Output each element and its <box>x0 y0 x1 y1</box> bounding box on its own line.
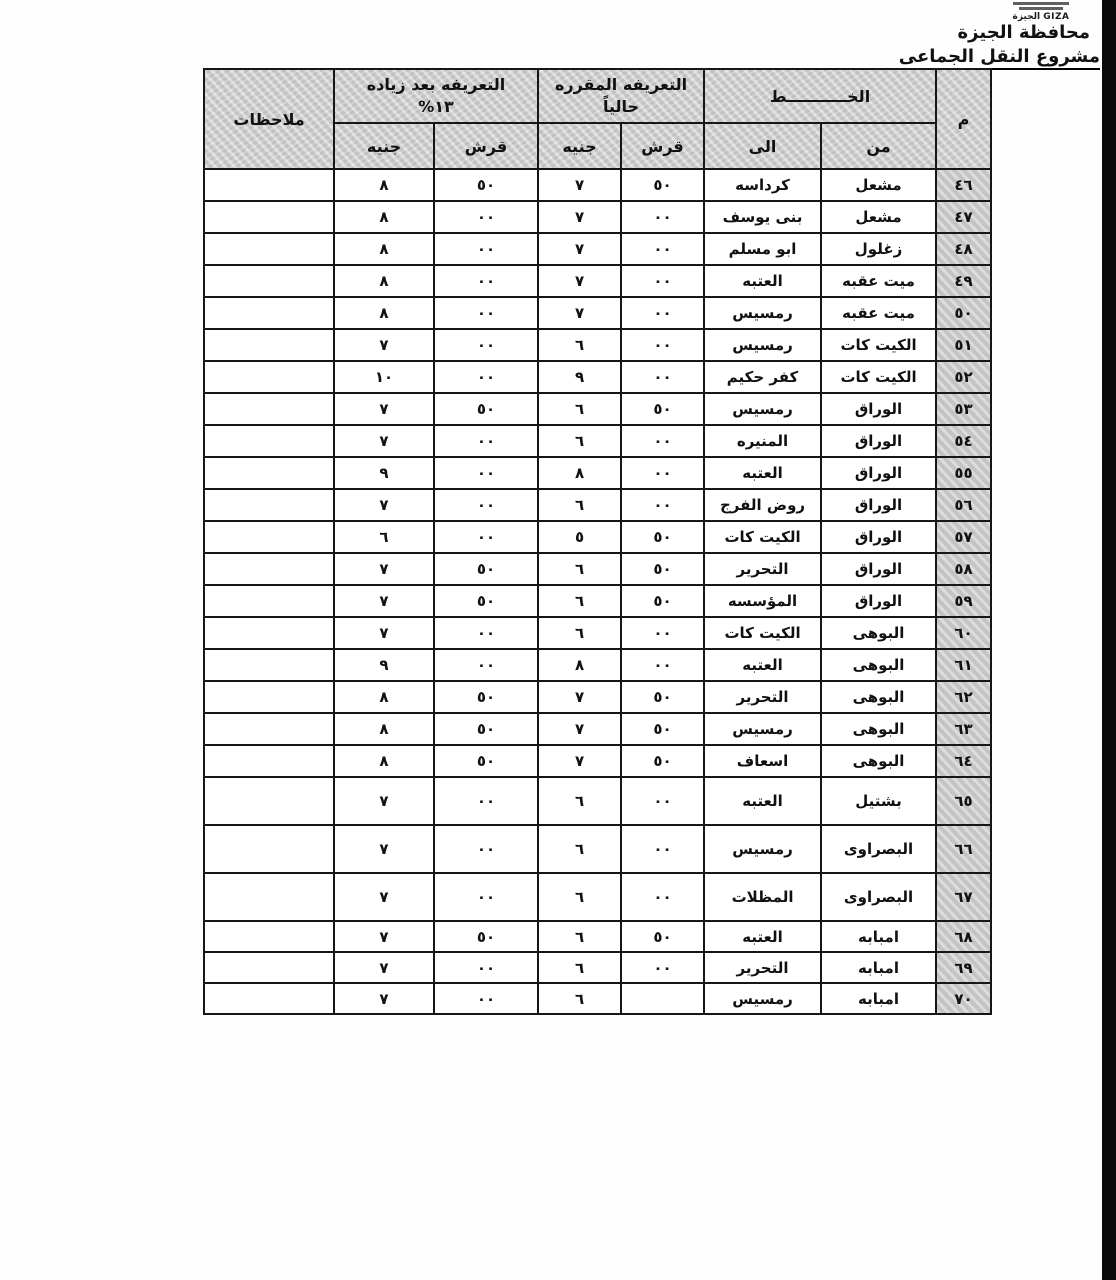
cell-from: ميت عقبه <box>821 265 936 297</box>
cell-from: البوهى <box>821 745 936 777</box>
cell-increase-qirsh: ٥٠ <box>434 393 538 425</box>
header-number: م <box>936 69 991 169</box>
stamp-mark <box>1019 7 1063 10</box>
cell-from: الوراق <box>821 489 936 521</box>
cell-notes <box>204 681 334 713</box>
cell-to: التحرير <box>704 952 821 983</box>
cell-current-genih: ٧ <box>538 297 621 329</box>
cell-to: رمسيس <box>704 393 821 425</box>
cell-current-genih: ٦ <box>538 983 621 1014</box>
cell-notes <box>204 777 334 825</box>
stamp-label: الجيزة GIZA <box>1012 12 1070 22</box>
cell-notes <box>204 297 334 329</box>
cell-from: البوهى <box>821 713 936 745</box>
cell-increase-qirsh: ٠٠ <box>434 201 538 233</box>
table-row <box>204 873 991 921</box>
cell-to: رمسيس <box>704 825 821 873</box>
cell-increase-genih: ٧ <box>334 983 434 1014</box>
cell-increase-qirsh: ٥٠ <box>434 169 538 201</box>
cell-line-number: ٦٣ <box>936 713 991 745</box>
cell-increase-qirsh: ٠٠ <box>434 983 538 1014</box>
cell-current-qirsh: ٥٠ <box>621 169 704 201</box>
cell-current-genih: ٧ <box>538 265 621 297</box>
cell-line-number: ٧٠ <box>936 983 991 1014</box>
cell-current-genih: ٦ <box>538 553 621 585</box>
cell-notes <box>204 952 334 983</box>
scanner-edge-strip <box>1102 0 1116 1280</box>
cell-increase-qirsh: ٠٠ <box>434 361 538 393</box>
cell-notes <box>204 617 334 649</box>
cell-current-genih: ٦ <box>538 489 621 521</box>
cell-increase-qirsh: ٥٠ <box>434 921 538 952</box>
cell-current-genih: ٧ <box>538 169 621 201</box>
cell-to: المظلات <box>704 873 821 921</box>
cell-current-genih: ٧ <box>538 233 621 265</box>
cell-notes <box>204 329 334 361</box>
cell-current-genih: ٦ <box>538 329 621 361</box>
cell-current-qirsh: ٠٠ <box>621 265 704 297</box>
cell-from: الوراق <box>821 425 936 457</box>
table-row <box>204 233 991 265</box>
cell-to: العتبه <box>704 649 821 681</box>
cell-increase-genih: ٧ <box>334 393 434 425</box>
cell-to: رمسيس <box>704 329 821 361</box>
cell-line-number: ٤٨ <box>936 233 991 265</box>
cell-to: العتبه <box>704 921 821 952</box>
cell-from: البوهى <box>821 681 936 713</box>
cell-increase-genih: ٨ <box>334 297 434 329</box>
cell-current-genih: ٦ <box>538 777 621 825</box>
cell-to: رمسيس <box>704 713 821 745</box>
cell-current-genih: ٥ <box>538 521 621 553</box>
cell-to: رمسيس <box>704 297 821 329</box>
cell-current-qirsh: ٥٠ <box>621 521 704 553</box>
header-line: الخـــــــــــط <box>704 69 936 123</box>
cell-to: رمسيس <box>704 983 821 1014</box>
cell-to: المنيره <box>704 425 821 457</box>
stamp-mark <box>1013 2 1069 5</box>
cell-line-number: ٤٦ <box>936 169 991 201</box>
cell-line-number: ٥٢ <box>936 361 991 393</box>
cell-increase-genih: ٩ <box>334 649 434 681</box>
cell-current-qirsh: ٠٠ <box>621 457 704 489</box>
cell-current-qirsh: ٠٠ <box>621 329 704 361</box>
cell-line-number: ٦٤ <box>936 745 991 777</box>
cell-increase-genih: ٧ <box>334 777 434 825</box>
cell-to: بنى يوسف <box>704 201 821 233</box>
cell-increase-genih: ٧ <box>334 952 434 983</box>
cell-from: الكيت كات <box>821 361 936 393</box>
cell-notes <box>204 489 334 521</box>
cell-increase-qirsh: ٥٠ <box>434 681 538 713</box>
cell-notes <box>204 457 334 489</box>
cell-current-qirsh: ٥٠ <box>621 393 704 425</box>
cell-from: مشعل <box>821 169 936 201</box>
cell-from: البصراوى <box>821 873 936 921</box>
cell-from: زغلول <box>821 233 936 265</box>
cell-current-qirsh: ٠٠ <box>621 873 704 921</box>
cell-line-number: ٦٩ <box>936 952 991 983</box>
table-row <box>204 681 991 713</box>
cell-increase-qirsh: ٠٠ <box>434 297 538 329</box>
cell-increase-genih: ١٠ <box>334 361 434 393</box>
table-row <box>204 201 991 233</box>
cell-to: الكيت كات <box>704 521 821 553</box>
table-row <box>204 713 991 745</box>
table-row <box>204 521 991 553</box>
cell-notes <box>204 265 334 297</box>
table-row <box>204 457 991 489</box>
cell-increase-genih: ٨ <box>334 745 434 777</box>
header-current-tariff-line1: التعريفه المقرره <box>554 75 688 95</box>
cell-increase-qirsh: ٥٠ <box>434 553 538 585</box>
cell-line-number: ٦٠ <box>936 617 991 649</box>
table-row <box>204 169 991 201</box>
table-row <box>204 921 991 952</box>
cell-increase-genih: ٧ <box>334 585 434 617</box>
cell-current-qirsh: ٠٠ <box>621 952 704 983</box>
cell-increase-qirsh: ٠٠ <box>434 425 538 457</box>
header-qirsh-increase: قرش <box>434 123 538 169</box>
cell-to: ابو مسلم <box>704 233 821 265</box>
cell-line-number: ٥٠ <box>936 297 991 329</box>
cell-notes <box>204 361 334 393</box>
cell-current-qirsh: ٠٠ <box>621 425 704 457</box>
cell-line-number: ٦٥ <box>936 777 991 825</box>
table-header <box>204 69 991 169</box>
cell-increase-genih: ٧ <box>334 425 434 457</box>
cell-notes <box>204 169 334 201</box>
cell-line-number: ٥٤ <box>936 425 991 457</box>
cell-line-number: ٥٥ <box>936 457 991 489</box>
cell-from: الوراق <box>821 521 936 553</box>
cell-increase-qirsh: ٠٠ <box>434 265 538 297</box>
cell-increase-genih: ٧ <box>334 553 434 585</box>
cell-increase-qirsh: ٠٠ <box>434 873 538 921</box>
cell-notes <box>204 983 334 1014</box>
cell-line-number: ٥٨ <box>936 553 991 585</box>
cell-line-number: ٦٧ <box>936 873 991 921</box>
cell-current-genih: ٧ <box>538 745 621 777</box>
cell-current-qirsh: ٥٠ <box>621 553 704 585</box>
cell-increase-qirsh: ٠٠ <box>434 825 538 873</box>
cell-current-qirsh: ٠٠ <box>621 297 704 329</box>
cell-from: مشعل <box>821 201 936 233</box>
cell-to: العتبه <box>704 265 821 297</box>
cell-increase-genih: ٨ <box>334 681 434 713</box>
cell-increase-genih: ٧ <box>334 489 434 521</box>
cell-increase-genih: ٧ <box>334 921 434 952</box>
cell-current-genih: ٨ <box>538 457 621 489</box>
cell-to: العتبه <box>704 777 821 825</box>
cell-increase-qirsh: ٠٠ <box>434 489 538 521</box>
table-row <box>204 983 991 1014</box>
cell-line-number: ٤٩ <box>936 265 991 297</box>
cell-current-qirsh: ٠٠ <box>621 361 704 393</box>
cell-increase-qirsh: ٠٠ <box>434 233 538 265</box>
cell-increase-genih: ٨ <box>334 169 434 201</box>
cell-current-qirsh: ٠٠ <box>621 617 704 649</box>
cell-current-genih: ٦ <box>538 585 621 617</box>
header-genih-increase: جنيه <box>334 123 434 169</box>
cell-current-qirsh: ٥٠ <box>621 921 704 952</box>
cell-notes <box>204 873 334 921</box>
cell-increase-qirsh: ٥٠ <box>434 585 538 617</box>
cell-current-genih: ٧ <box>538 681 621 713</box>
cell-current-genih: ٦ <box>538 921 621 952</box>
cell-increase-genih: ٦ <box>334 521 434 553</box>
cell-increase-qirsh: ٠٠ <box>434 952 538 983</box>
cell-from: الوراق <box>821 553 936 585</box>
cell-increase-qirsh: ٠٠ <box>434 329 538 361</box>
cell-notes <box>204 921 334 952</box>
cell-from: البصراوى <box>821 825 936 873</box>
cell-current-genih: ٨ <box>538 649 621 681</box>
cell-increase-genih: ٧ <box>334 825 434 873</box>
cell-line-number: ٥٦ <box>936 489 991 521</box>
cell-line-number: ٤٧ <box>936 201 991 233</box>
table-row <box>204 361 991 393</box>
cell-to: اسعاف <box>704 745 821 777</box>
table-row <box>204 617 991 649</box>
table-row <box>204 425 991 457</box>
cell-line-number: ٦٢ <box>936 681 991 713</box>
cell-from: الوراق <box>821 457 936 489</box>
cell-to: روض الفرج <box>704 489 821 521</box>
table-row <box>204 745 991 777</box>
cell-from: البوهى <box>821 617 936 649</box>
cell-increase-genih: ٩ <box>334 457 434 489</box>
cell-notes <box>204 553 334 585</box>
table-row <box>204 265 991 297</box>
cell-current-genih: ٦ <box>538 952 621 983</box>
cell-line-number: ٦١ <box>936 649 991 681</box>
cell-notes <box>204 745 334 777</box>
cell-current-qirsh: ٠٠ <box>621 825 704 873</box>
header-notes: ملاحظات <box>204 69 334 169</box>
cell-to: العتبه <box>704 457 821 489</box>
cell-increase-qirsh: ٠٠ <box>434 457 538 489</box>
cell-current-qirsh: ٥٠ <box>621 681 704 713</box>
project-title: مشروع النقل الجماعى <box>899 46 1100 70</box>
cell-current-qirsh: ٠٠ <box>621 777 704 825</box>
cell-line-number: ٦٨ <box>936 921 991 952</box>
cell-from: الوراق <box>821 393 936 425</box>
cell-current-qirsh: ٠٠ <box>621 233 704 265</box>
cell-current-genih: ٧ <box>538 201 621 233</box>
cell-current-genih: ٦ <box>538 617 621 649</box>
table-row <box>204 649 991 681</box>
cell-notes <box>204 521 334 553</box>
cell-line-number: ٦٦ <box>936 825 991 873</box>
cell-to: كرداسه <box>704 169 821 201</box>
cell-from: امبابه <box>821 952 936 983</box>
header-genih-current: جنيه <box>538 123 621 169</box>
cell-current-qirsh: ٠٠ <box>621 489 704 521</box>
header-to: الى <box>704 123 821 169</box>
cell-notes <box>204 585 334 617</box>
header-current-tariff <box>538 69 704 123</box>
cell-increase-genih: ٨ <box>334 233 434 265</box>
cell-current-genih: ٩ <box>538 361 621 393</box>
cell-notes <box>204 713 334 745</box>
cell-from: امبابه <box>821 983 936 1014</box>
cell-current-genih: ٧ <box>538 713 621 745</box>
cell-notes <box>204 201 334 233</box>
cell-increase-genih: ٨ <box>334 713 434 745</box>
cell-increase-qirsh: ٠٠ <box>434 649 538 681</box>
table-row <box>204 777 991 825</box>
table-body <box>204 169 991 1014</box>
table-row <box>204 585 991 617</box>
cell-current-qirsh: ٥٠ <box>621 713 704 745</box>
cell-current-qirsh: ٥٠ <box>621 745 704 777</box>
table-row <box>204 489 991 521</box>
cell-from: الوراق <box>821 585 936 617</box>
cell-from: ميت عقبه <box>821 297 936 329</box>
header-increased-tariff <box>334 69 538 123</box>
header-qirsh-current: قرش <box>621 123 704 169</box>
cell-from: امبابه <box>821 921 936 952</box>
table-row <box>204 393 991 425</box>
cell-to: كفر حكيم <box>704 361 821 393</box>
fare-table <box>203 68 992 1015</box>
cell-current-qirsh: ٥٠ <box>621 585 704 617</box>
cell-to: التحرير <box>704 553 821 585</box>
table-row <box>204 297 991 329</box>
header-from: من <box>821 123 936 169</box>
cell-line-number: ٥٩ <box>936 585 991 617</box>
cell-current-genih: ٦ <box>538 825 621 873</box>
header-increased-tariff-line1: التعريفه بعد زياده <box>366 75 506 95</box>
cell-current-genih: ٦ <box>538 873 621 921</box>
header-current-tariff-line2: حالياً <box>602 97 640 116</box>
cell-to: الكيت كات <box>704 617 821 649</box>
cell-current-qirsh <box>621 983 704 1014</box>
cell-notes <box>204 649 334 681</box>
header-increased-tariff-line2: ١٣% <box>418 97 454 116</box>
table-row <box>204 329 991 361</box>
cell-from: البوهى <box>821 649 936 681</box>
cell-increase-qirsh: ٠٠ <box>434 617 538 649</box>
cell-notes <box>204 825 334 873</box>
cell-increase-qirsh: ٥٠ <box>434 713 538 745</box>
table-row <box>204 553 991 585</box>
cell-increase-genih: ٧ <box>334 617 434 649</box>
cell-from: الكيت كات <box>821 329 936 361</box>
cell-line-number: ٥٣ <box>936 393 991 425</box>
cell-increase-qirsh: ٥٠ <box>434 745 538 777</box>
cell-current-genih: ٦ <box>538 393 621 425</box>
cell-increase-qirsh: ٠٠ <box>434 777 538 825</box>
cell-to: التحرير <box>704 681 821 713</box>
cell-notes <box>204 393 334 425</box>
cell-increase-qirsh: ٠٠ <box>434 521 538 553</box>
cell-current-genih: ٦ <box>538 425 621 457</box>
cell-line-number: ٥٧ <box>936 521 991 553</box>
table-row <box>204 952 991 983</box>
table-row <box>204 825 991 873</box>
giza-stamp <box>986 0 1096 22</box>
cell-increase-genih: ٨ <box>334 201 434 233</box>
cell-increase-genih: ٧ <box>334 329 434 361</box>
governorate-title: محافظة الجيزة <box>957 22 1090 43</box>
cell-current-qirsh: ٠٠ <box>621 649 704 681</box>
cell-to: المؤسسه <box>704 585 821 617</box>
cell-increase-genih: ٨ <box>334 265 434 297</box>
cell-notes <box>204 425 334 457</box>
cell-from: بشتيل <box>821 777 936 825</box>
cell-increase-genih: ٧ <box>334 873 434 921</box>
cell-notes <box>204 233 334 265</box>
cell-current-qirsh: ٠٠ <box>621 201 704 233</box>
cell-line-number: ٥١ <box>936 329 991 361</box>
